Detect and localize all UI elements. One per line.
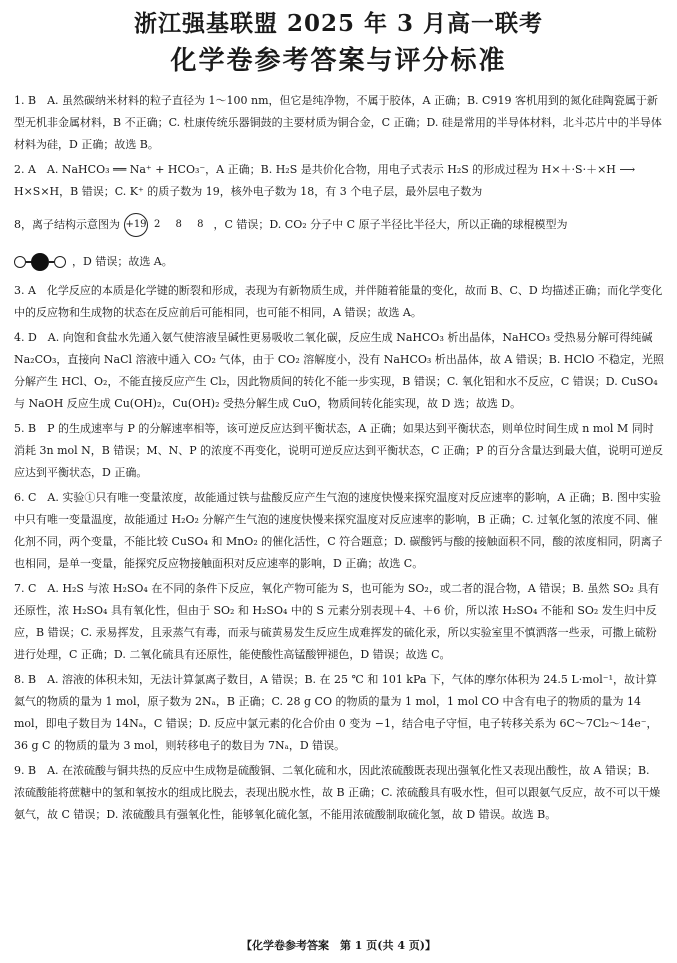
answer-text: 3. A 化学反应的本质是化学键的断裂和形成，表现为有新物质生成，并伴随着能量的变化，故而 B、C、D 均描述正确；而化学变化中的反应物和生成物的状态在反应前后可能相同，也可能不相同，A 错误；故选 A。 [14,284,663,319]
answer-text: 1. B A. 虽然碳纳米材料的粒子直径为 1～100 nm，但它是纯净物，不属于胶体，A 正确；B. C919 客机用到的氮化硅陶瓷属于新型无机非金属材料，B 不正确；C. 杜康传统乐器铜鼓的主要材质为铜合金，C 正确；D. 硅是常用的半导体材料，北斗芯片中的半导体材料为硅，D 正确；故选 B。 [14,94,662,151]
oxygen-ball [54,256,66,268]
answer-item-7 [14,578,664,666]
ball-stick-model [14,253,66,271]
answer-item-4 [14,327,664,415]
answer-text-part: 8，离子结构示意图为 [14,218,120,231]
answer-item-5 [14,418,664,484]
answer-text: 8. B A. 溶液的体积未知，无法计算氯离子数目，A 错误；B. 在 25 ℃ 和 101 kPa 下，气体的摩尔体积为 24.5 L·mol⁻¹，故计算氦气的物质的量为 1 mol，原子数为 2Nₐ，B 正确；C. 28 g CO 的物质的量为 1 mol，1 mol CO 中含有电子的物质的量为 14 mol，即电子数目为 14Nₐ，C 错误；D. 反应中氯元素的化合价由 0 变为 −1，结合电子守恒，电子转移关系为 6C～7Cl₂～14e⁻，36 g C 的物质的量为 3 mol，则转移电子的数目为 7Nₐ，D 错误。 [14,673,658,752]
model-row [14,247,664,277]
answer-text: 5. B P 的生成速率与 P 的分解速率相等，该可逆反应达到平衡状态，A 正确；如果达到平衡状态，则单位时间生成 n mol M 同时消耗 3n mol N，B 错误；M、N、P 的浓度不再变化，说明可逆反应达到平衡状态，C 正确；P 的百分含量达到最大值，说明可逆反应达到平衡状态，D 正确。 [14,422,663,479]
answer-text: 6. C A. 实验①只有唯一变量浓度，故能通过铁与盐酸反应产生气泡的速度快慢来探究温度对反应速率的影响，A 正确；B. 图中实验中只有唯一变量温度，故能通过 H₂O₂ 分解产生气泡的速度快慢来探究温度对反应速率的影响，B 正确；C. 过氧化氢的浓度不同、催化剂不同，两个变量，不能比较 CuSO₄ 和 MnO₂ 的催化活性，C 符合题意；D. 碳酸钙与酸的接触面积不同，酸的浓度相同，阴离子也相同，是单一变量，能探究反应物接触面积对反应速率的影响，D 正确；故选 C。 [14,491,663,570]
nucleus-circle: +19 [124,213,148,237]
answer-text: 2. A A. NaHCO₃ ══ Na⁺ + HCO₃⁻，A 正确；B. H₂S 是共价化合物，用电子式表示 H₂S 的形成过程为 H×＋·S·＋×H ⟶ H×S×H，B 错误；C. K⁺ 的质子数为 19，核外电子数为 18，有 3 个电子层，最外层电子数为 [14,163,636,198]
answer-text-part: ，D 错误；故选 A。 [72,255,173,268]
answer-item-9 [14,760,664,826]
page-header [0,10,677,78]
document-title: 化学卷参考答案与评分标准 [170,46,507,76]
oxygen-ball [14,256,26,268]
answer-list [14,90,664,829]
answer-item-6 [14,487,664,575]
answer-item-2 [14,159,664,277]
answer-text-part: ，C 错误；D. CO₂ 分子中 C 原子半径比半径大，所以正确的球棍模型为 [213,218,568,231]
answer-item-3 [14,280,664,324]
answer-text: 4. D A. 向饱和食盐水先通入氨气使溶液呈碱性更易吸收二氧化碳，反应生成 NaHCO₃ 析出晶体，NaHCO₃ 受热易分解可得纯碱 Na₂CO₃，直接向 NaCl 溶液中通入 CO₂ 气体，由于 CO₂ 溶解度小，没有 NaHCO₃ 析出晶体，故 A 错误；B. HClO 不稳定，光照分解产生 HCl、O₂，不能直接反应产生 Cl₂，因此物质间的转化不能一步实现，B 错误；C. 氧化铝和水不反应，C 错误；D. CuSO₄ 与 NaOH 反应生成 Cu(OH)₂，Cu(OH)₂ 受热分解生成 CuO，物质间转化能实现，故 D 选；故选 D。 [14,331,664,410]
answer-item-1 [14,90,664,156]
exam-title: 浙江强基联盟 2025 年 3 月高一联考 [133,10,544,37]
answer-text: 7. C A. H₂S 与浓 H₂SO₄ 在不同的条件下反应，氧化产物可能为 S，也可能为 SO₂，或二者的混合物，A 错误；B. 虽然 SO₂ 具有还原性，浓 H₂SO₄ 具有氧化性，但由于 SO₂ 和 H₂SO₄ 中的 S 元素分别表现＋4、＋6 价，所以浓 H₂SO₄ 不能和 SO₂ 发生归中反应，B 错误；C. 汞易挥发，且汞蒸气有毒，而汞与硫黄易发生反应生成难挥发的硫化汞，所以实验室里不慎洒落一些汞，可撒上硫粉进行处理，C 正确；D. 二氧化硫具有还原性，能使酸性高锰酸钾褪色，D 错误；故选 C。 [14,582,660,661]
ion-structure-row [14,203,664,247]
answer-text: 9. B A. 在浓硫酸与铜共热的反应中生成物是硫酸铜、二氧化硫和水，因此浓硫酸既表现出强氧化性又表现出酸性，故 A 错误；B. 浓硫酸能将蔗糖中的氢和氧按水的组成比脱去，表现出脱水性，故 B 正确；C. 浓硫酸具有吸水性，但可以跟氨气反应，故不可以干燥氨气，故 C 错误；D. 浓硫酸具有强氧化性，能够氧化硫化氢，不能用浓硫酸制取硫化氢，故 D 错误。故选 B。 [14,764,661,821]
page-footer: 【化学卷参考答案 第 1 页(共 4 页)】 [240,939,437,952]
electron-shells: 2 8 8 [154,219,210,230]
carbon-ball [31,253,49,271]
answer-item-8 [14,669,664,757]
ion-structure-diagram [124,213,209,237]
